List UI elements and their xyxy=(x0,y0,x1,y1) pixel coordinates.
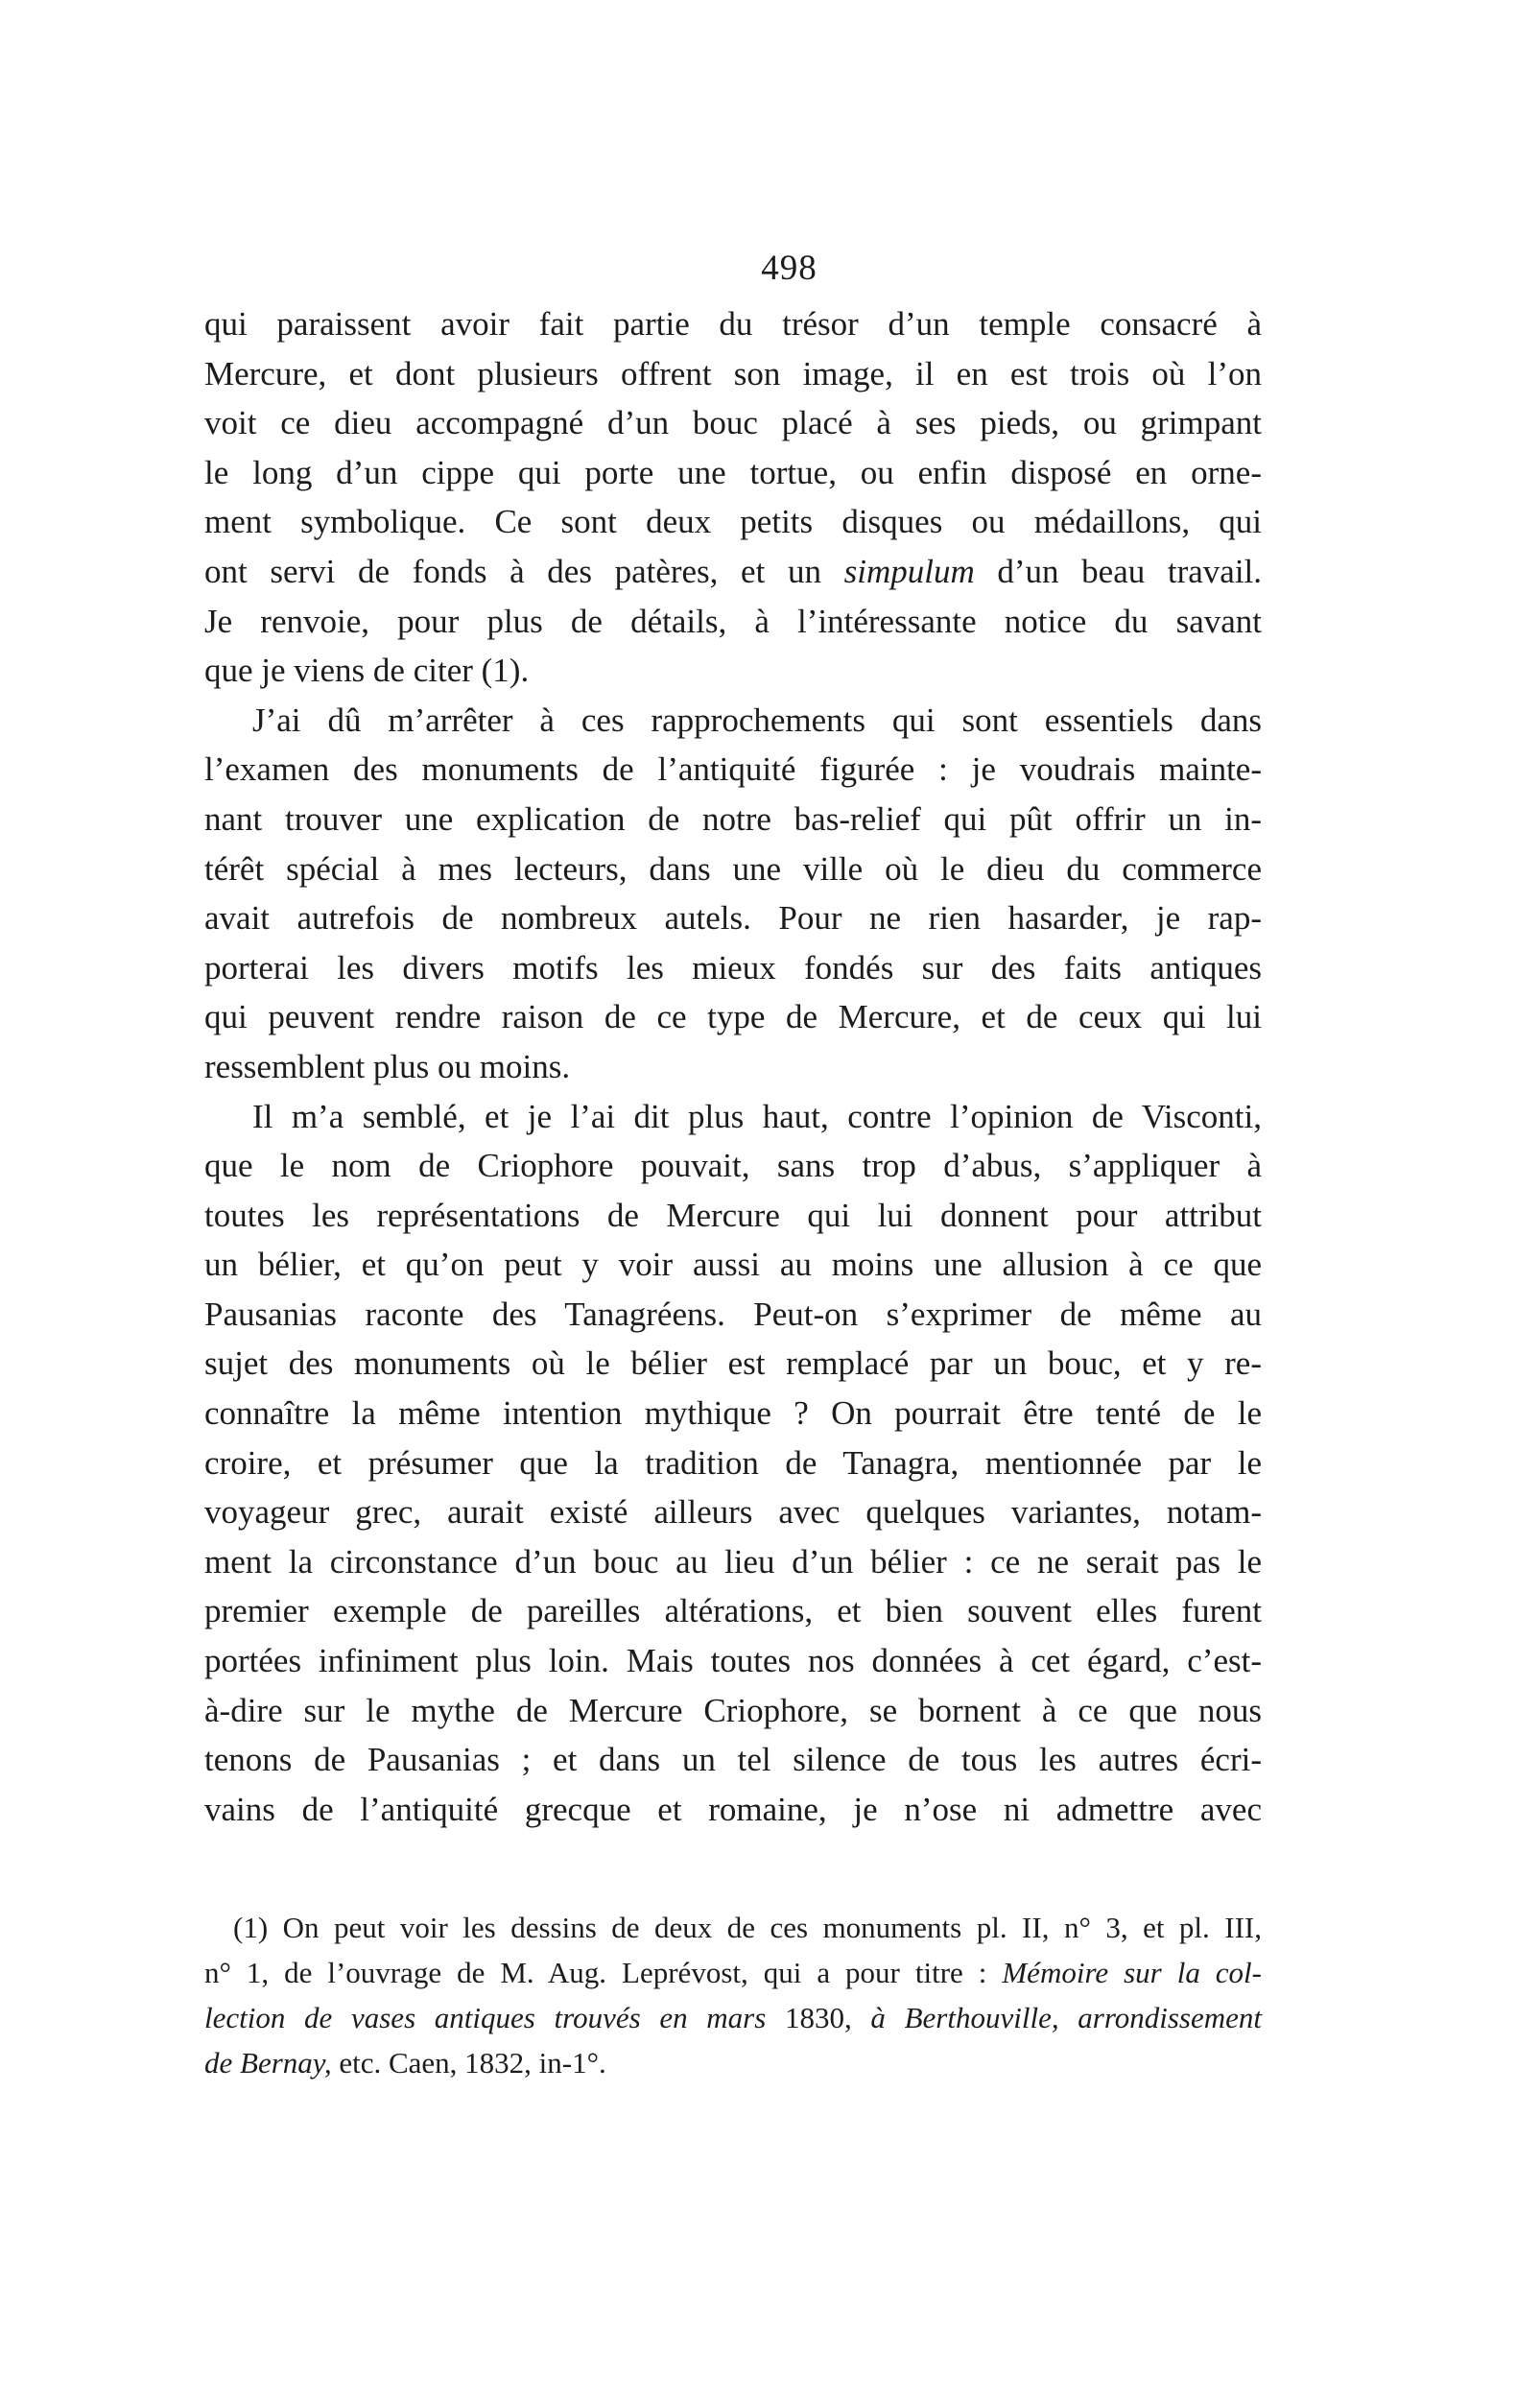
text-line: avait autrefois de nombreux autels. Pour ne rien hasarder, je rap- xyxy=(204,899,1262,938)
italic-title: à Berthouville, arrondissement xyxy=(870,2001,1263,2034)
italic-title: de Bernay, xyxy=(204,2046,332,2080)
text-line: qui paraissent avoir fait partie du trésor d’un temple consacré à xyxy=(204,305,1262,343)
text-line xyxy=(204,547,1262,597)
italic-term: simpulum xyxy=(843,552,975,590)
text-line: Je renvoie, pour plus de détails, à l’intéressante notice du savant xyxy=(204,602,1262,640)
text-line: premier exemple de pareilles altérations, et bien souvent elles furent xyxy=(204,1592,1262,1630)
text-line: l’examen des monuments de l’antiquité figurée : je voudrais mainte- xyxy=(204,750,1262,789)
footnote-line: (1) On peut voir les dessins de deux de ces monuments pl. II, n° 3, et pl. III, xyxy=(233,1911,1262,1944)
text-line: tenons de Pausanias ; et dans un tel silence de tous les autres écri- xyxy=(204,1741,1262,1779)
text-line: vains de l’antiquité grecque et romaine, je n’ose ni admettre avec xyxy=(204,1790,1262,1828)
text-line: ressemblent plus ou moins. xyxy=(204,1047,571,1085)
main-text xyxy=(204,299,1262,1834)
text-line: voit ce dieu accompagné d’un bouc placé à ses pieds, ou grimpant xyxy=(204,404,1262,442)
paragraph-start: J’ai dû m’arrêter à ces rapprochements qui sont essentiels dans xyxy=(252,701,1262,739)
italic-title: Mémoire sur la col- xyxy=(1002,1956,1262,1989)
italic-title: lection de vases antiques trouvés en mars xyxy=(204,2001,767,2034)
text-line: nant trouver une explication de notre bas-relief qui pût offrir un in- xyxy=(204,799,1262,838)
text-line: un bélier, et qu’on peut y voir aussi au moins une allusion à ce que xyxy=(204,1246,1262,1284)
text-fragment: etc. Caen, 1832, in-1°. xyxy=(339,2046,606,2080)
text-line: toutes les représentations de Mercure qui lui donnent pour attribut xyxy=(204,1196,1262,1234)
text-line: ment symbolique. Ce sont deux petits disques ou médaillons, qui xyxy=(204,503,1262,541)
text-line: que je viens de citer (1). xyxy=(204,652,530,690)
text-fragment: ont servi de fonds à des patères, et un xyxy=(204,552,821,590)
text-line: térêt spécial à mes lecteurs, dans une ville où le dieu du commerce xyxy=(204,849,1262,888)
text-line: le long d’un cippe qui porte une tortue, ou enfin disposé en orne- xyxy=(204,453,1262,491)
text-line: ment la circonstance d’un bouc au lieu d’un bélier : ce ne serait pas le xyxy=(204,1542,1262,1581)
text-line: que le nom de Criophore pouvait, sans trop d’abus, s’appliquer à xyxy=(204,1147,1262,1185)
text-fragment: 1830, xyxy=(784,2001,852,2034)
footnote xyxy=(204,1905,1262,2085)
text-line: connaître la même intention mythique ? On pourrait être tenté de le xyxy=(204,1394,1262,1433)
footnote-line xyxy=(204,1995,1262,2040)
text-line: porterai les divers motifs les mieux fondés sur des faits antiques xyxy=(204,948,1262,987)
text-line: Mercure, et dont plusieurs offrent son image, il en est trois où l’on xyxy=(204,354,1262,392)
text-fragment: d’un beau travail. xyxy=(997,552,1263,590)
footnote-line xyxy=(204,2040,1262,2085)
text-line: Pausanias raconte des Tanagréens. Peut-on s’exprimer de même au xyxy=(204,1295,1262,1333)
text-line: croire, et présumer que la tradition de Tanagra, mentionnée par le xyxy=(204,1443,1262,1482)
footnote-line xyxy=(204,1950,1262,1995)
text-line: portées infiniment plus loin. Mais toutes nos données à cet égard, c’est- xyxy=(204,1642,1262,1680)
text-line: voyageur grec, aurait existé ailleurs avec quelques variantes, notam- xyxy=(204,1493,1262,1532)
paragraph-start: Il m’a semblé, et je l’ai dit plus haut, contre l’opinion de Visconti, xyxy=(252,1097,1262,1135)
text-fragment: n° 1, de l’ouvrage de M. Aug. Leprévost, qui a pour titre : xyxy=(204,1956,987,1989)
text-line: sujet des monuments où le bélier est remplacé par un bouc, et y re- xyxy=(204,1344,1262,1383)
page-number: 498 xyxy=(761,249,817,288)
text-line: qui peuvent rendre raison de ce type de Mercure, et de ceux qui lui xyxy=(204,998,1262,1036)
text-line: à-dire sur le mythe de Mercure Criophore, se bornent à ce que nous xyxy=(204,1691,1262,1729)
